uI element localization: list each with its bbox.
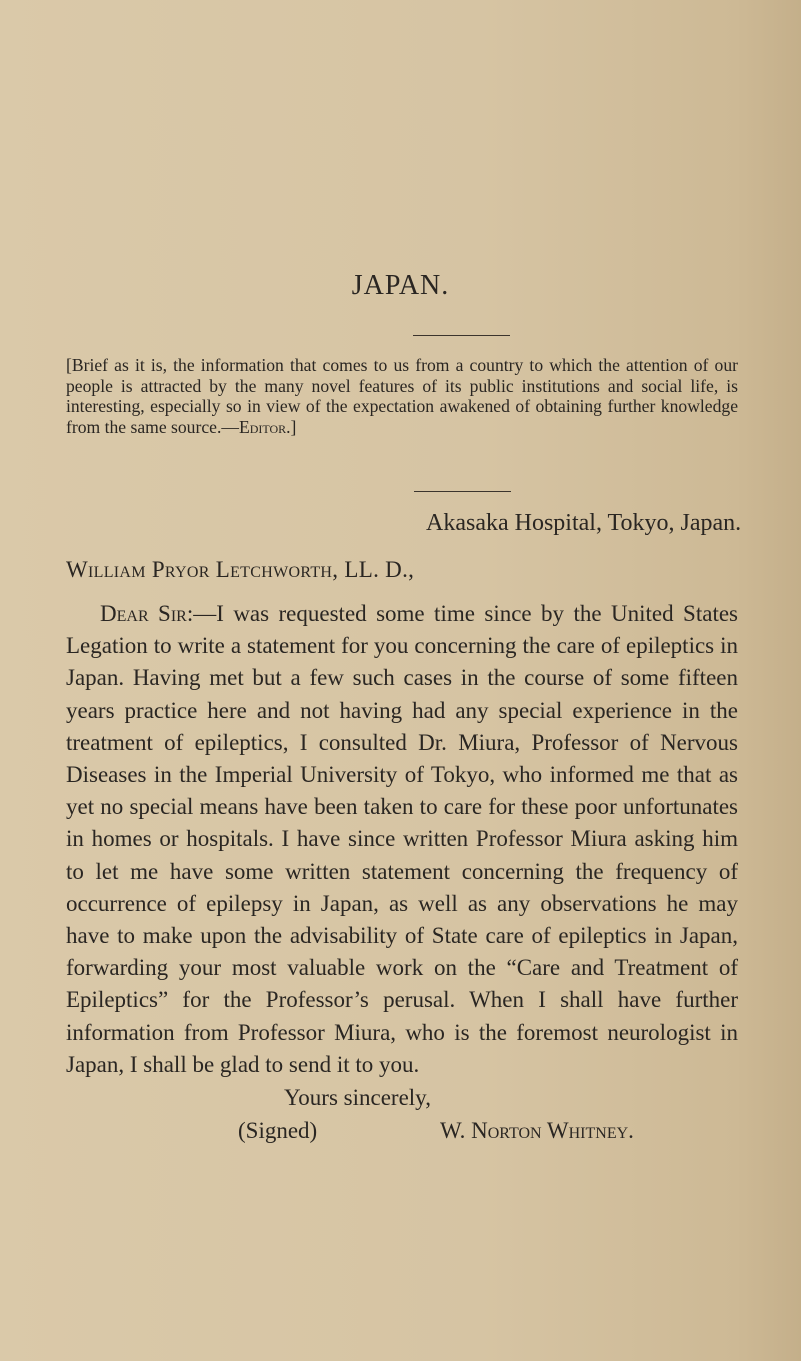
editor-signoff: Editor.] bbox=[238, 416, 297, 437]
letter-body-text: :—I was requested some time since by the United States Legation to write a statement for you concerning the care of epileptics in Japan. Having met but a few such cases in the course of some fifteen years practice here and not having had any special experience in the treatment of epileptics, I consulted Dr. Miura, Professor of Nervous Diseases in the Imperial University of Tokyo, who informed me that as yet no special means have been taken to care for these poor unfortunates in homes or hospitals. I have since written Professor Miura asking him to let me have some written statement concerning the frequency of occurrence of epilepsy in Japan, as well as any observations he may have to make upon the advisability of State care of epileptics in Japan, forwarding your most valuable work on the “Care and Treatment of Epileptics” for the Professor’s perusal. When I shall have further information from Professor Miura, who is the foremost neurologist in Japan, I shall be glad to send it to you. bbox=[66, 601, 738, 1077]
editor-note-text: [Brief as it is, the information that comes to us from a country to which the attention of our people is attracted by the many novel features of its public institutions and social life, is interesting, especially so in view of the expectation awakened of obtaining further knowledge from the same source.— bbox=[66, 355, 738, 437]
closing-phrase: Yours sincerely, bbox=[284, 1085, 431, 1110]
letter-salutation: Dear Sir bbox=[100, 601, 187, 626]
divider-bottom bbox=[414, 491, 511, 492]
divider-top bbox=[413, 335, 510, 336]
editor-note bbox=[66, 355, 738, 437]
letter-addressee: William Pryor Letchworth, LL. D., bbox=[66, 557, 415, 582]
letter-place: Akasaka Hospital, Tokyo, Japan. bbox=[426, 510, 742, 536]
signature-name: W. Norton Whitney. bbox=[440, 1118, 634, 1143]
signed-label: (Signed) bbox=[238, 1118, 318, 1143]
letter-body bbox=[66, 598, 738, 1081]
page-title: JAPAN. bbox=[351, 270, 450, 301]
